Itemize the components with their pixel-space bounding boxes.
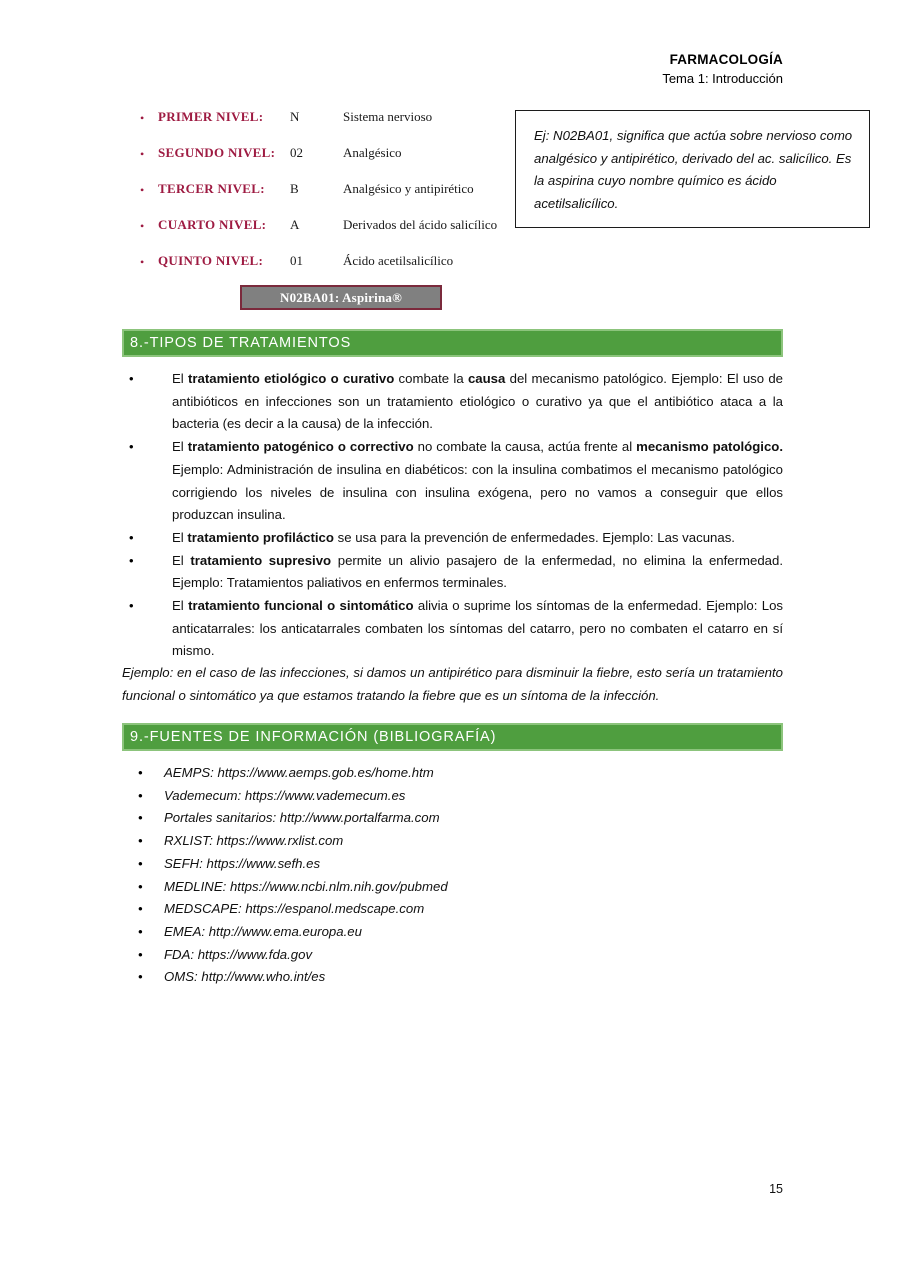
body-text: El	[172, 529, 188, 545]
document-title: FARMACOLOGÍA	[669, 52, 783, 67]
example-callout-text: Ej: N02BA01, significa que actúa sobre nervioso como analgésico y antipirético, derivado del ac. salicílico. Es la aspirina cuyo nombre químico es ácido acetilsalicílico.	[534, 128, 853, 212]
list-item	[122, 595, 783, 663]
bullet-icon: •	[140, 147, 145, 161]
body-text: El	[172, 598, 189, 614]
atc-level-label: QUINTO NIVEL:	[158, 253, 264, 268]
list-item: • AEMPS: https://www.aemps.gob.es/home.htm	[122, 762, 783, 785]
list-item: • SEFH: https://www.sefh.es	[122, 853, 783, 876]
treatments-list	[122, 368, 783, 663]
page-number: 15	[769, 1182, 783, 1196]
list-item: • RXLIST: https://www.rxlist.com	[122, 830, 783, 853]
atc-level-code: B	[290, 181, 299, 196]
example-callout-box	[515, 110, 870, 228]
body-text: Ejemplo: Administración de insulina en diabéticos: con la insulina combatimos el mecanismo patológico corrigiendo los niveles de insulina con insulina exógena, pero no vamos a conseguir que ellos produzcan insulina.	[172, 461, 783, 523]
atc-level-code: N	[290, 109, 300, 124]
list-item: • MEDSCAPE: https://espanol.medscape.com	[122, 898, 783, 921]
atc-level-label: TERCER NIVEL:	[158, 181, 265, 196]
document-header	[0, 50, 905, 88]
section-heading-treatments: 8.-TIPOS DE TRATAMIENTOS	[122, 329, 783, 357]
section-heading-bibliography: 9.-FUENTES DE INFORMACIÓN (BIBLIOGRAFÍA)	[122, 723, 783, 751]
atc-level-row	[140, 145, 510, 181]
body-text: combate la	[394, 371, 468, 386]
atc-level-code: 01	[290, 253, 303, 268]
bullet-icon: •	[140, 219, 145, 233]
atc-level-row	[140, 253, 510, 289]
list-item	[122, 550, 783, 595]
atc-level-description: Analgésico y antipirético	[343, 181, 474, 196]
atc-level-description: Sistema nervioso	[343, 109, 433, 124]
emphasis-text: causa	[467, 371, 506, 386]
atc-level-description: Analgésico	[343, 145, 402, 160]
body-text: no combate la causa, actúa frente al	[413, 439, 637, 455]
atc-level-label: CUARTO NIVEL:	[158, 217, 267, 232]
body-text: El	[172, 439, 188, 455]
atc-level-row	[140, 109, 510, 145]
body-text: El	[172, 371, 188, 386]
atc-level-code: A	[290, 217, 300, 232]
atc-level-label: SEGUNDO NIVEL:	[158, 145, 276, 160]
body-text: alivia o suprime los síntomas de la enfermedad. Ejemplo: Los anticatarrales: los anticatarrales combaten los síntomas del catarro, pero no combaten el catarro en sí mismo.	[172, 598, 783, 659]
list-item: • OMS: http://www.who.int/es	[122, 966, 783, 989]
atc-level-row	[140, 181, 510, 217]
list-item: • Portales sanitarios: http://www.portalfarma.com	[122, 807, 783, 830]
emphasis-text: tratamiento funcional o sintomático	[188, 598, 414, 614]
list-item	[122, 436, 783, 527]
bullet-icon: •	[140, 255, 145, 269]
body-text: se usa para la prevención de enfermedades. Ejemplo: Las vacunas.	[333, 529, 735, 545]
emphasis-text: mecanismo patológico.	[636, 439, 784, 455]
atc-level-code: 02	[290, 145, 303, 160]
emphasis-text: tratamiento etiológico o curativo	[188, 371, 395, 386]
body-text: El	[172, 552, 191, 568]
atc-level-row	[140, 217, 510, 253]
document-subtitle: Tema 1: Introducción	[662, 70, 783, 86]
list-item	[122, 527, 783, 550]
list-item: • Vademecum: https://www.vademecum.es	[122, 785, 783, 808]
atc-level-description: Ácido acetilsalicílico	[343, 253, 454, 268]
body-text: permite un alivio pasajero de la enfermedad, no elimina la enfermedad. Ejemplo: Tratamientos paliativos en enfermos terminales.	[172, 552, 784, 591]
atc-level-list	[140, 109, 510, 289]
body-text: del mecanismo patológico. Ejemplo: El uso de antibióticos en infecciones son un tratamiento etiológico o curativo ya que el antibiótico ataca a la bacteria (es decir a la causa) de la infección.	[172, 371, 784, 432]
list-item: • EMEA: http://www.ema.europa.eu	[122, 921, 783, 944]
list-item	[122, 368, 783, 436]
emphasis-text: tratamiento profiláctico	[187, 529, 334, 545]
emphasis-text: tratamiento supresivo	[190, 552, 332, 568]
treatments-note: Ejemplo: en el caso de las infecciones, si damos un antipirético para disminuir la fiebre, esto sería un tratamiento funcional o sintomático ya que estamos tratando la fiebre que es un síntoma de la infección.	[122, 665, 783, 703]
emphasis-text: tratamiento patogénico o correctivo	[187, 439, 414, 455]
bibliography-list	[122, 762, 783, 989]
list-item: • FDA: https://www.fda.gov	[122, 944, 783, 967]
bullet-icon: •	[140, 183, 145, 197]
aspirin-code-box: N02BA01: Aspirina®	[240, 285, 442, 310]
atc-level-description: Derivados del ácido salicílico	[343, 217, 498, 232]
atc-level-label: PRIMER NIVEL:	[158, 109, 264, 124]
list-item: • MEDLINE: https://www.ncbi.nlm.nih.gov/pubmed	[122, 876, 783, 899]
bullet-icon: •	[140, 111, 145, 125]
